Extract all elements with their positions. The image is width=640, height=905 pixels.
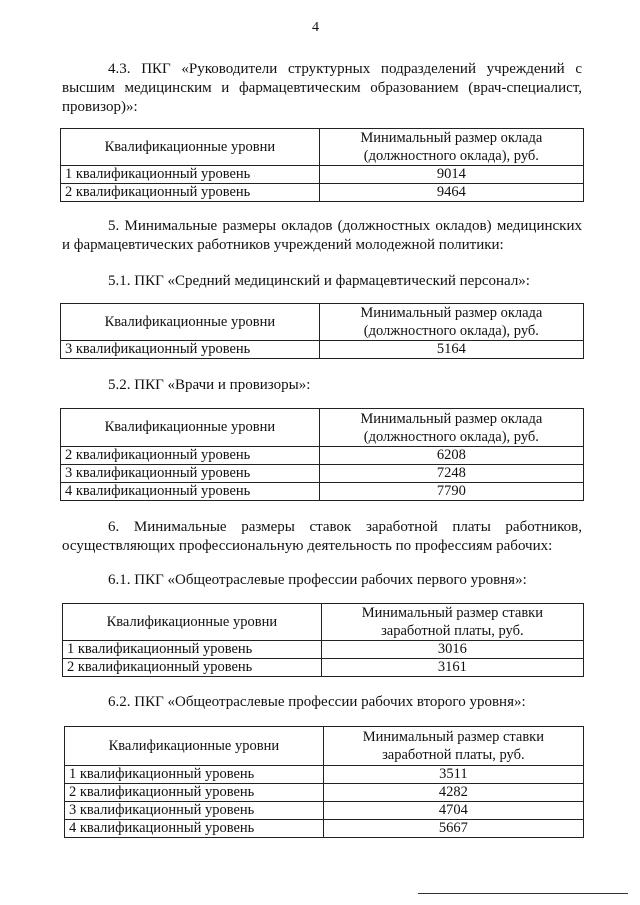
header-levels: Квалификационные уровни [61,304,320,341]
cell-level: 2 квалификационный уровень [65,784,324,802]
table-row [63,641,584,659]
table-header-row [63,604,584,641]
section-5-2-heading: 5.2. ПКГ «Врачи и провизоры»: [108,377,311,393]
header-levels: Квалификационные уровни [61,129,320,166]
cell-value: 3161 [321,659,583,677]
header-salary: Минимальный размер оклада (должностного оклада), руб. [319,409,583,447]
table-row [61,184,584,202]
table-row [61,483,584,501]
cell-level: 4 квалификационный уровень [65,820,324,838]
cell-value: 5667 [323,820,583,838]
header-levels: Квалификационные уровни [63,604,322,641]
cell-level: 2 квалификационный уровень [61,184,320,202]
table-6-1 [62,603,584,677]
cell-value: 9014 [319,166,583,184]
cell-value: 4282 [323,784,583,802]
cell-level: 2 квалификационный уровень [63,659,322,677]
cell-level: 1 квалификационный уровень [65,766,324,784]
table-row [61,447,584,465]
section-4-3-text: 4.3. ПКГ «Руководители структурных подразделений учреждений с высшим медицинским и фармацевтическим образованием (врач-специалист, провизор)»: [62,61,582,115]
table-row [65,766,584,784]
cell-level: 3 квалификационный уровень [65,802,324,820]
table-6-2 [64,726,584,838]
table-row [65,784,584,802]
page-number: 4 [312,20,319,35]
cell-value: 9464 [319,184,583,202]
table-row [63,659,584,677]
table-header-row [61,409,584,447]
cell-level: 3 квалификационный уровень [61,465,320,483]
table-4-3 [60,128,584,202]
cell-value: 7790 [319,483,583,501]
table-5-1 [60,303,584,359]
header-salary: Минимальный размер оклада (должностного оклада), руб. [319,304,583,341]
cell-value: 7248 [319,465,583,483]
header-levels: Квалификационные уровни [61,409,320,447]
table-row [61,465,584,483]
table-header-row [61,304,584,341]
cell-value: 6208 [319,447,583,465]
cell-value: 3511 [323,766,583,784]
cell-value: 5164 [319,341,583,359]
cell-value: 3016 [321,641,583,659]
header-salary: Минимальный размер ставки заработной платы, руб. [323,727,583,766]
cell-value: 4704 [323,802,583,820]
cell-level: 2 квалификационный уровень [61,447,320,465]
table-header-row [65,727,584,766]
table-row [61,341,584,359]
table-row [65,820,584,838]
section-6-2-heading: 6.2. ПКГ «Общеотраслевые профессии рабочих второго уровня»: [108,694,526,710]
section-6-text: 6. Минимальные размеры ставок заработной платы работников, осуществляющих профессиональную деятельность по профессиям рабочих: [62,519,582,554]
cell-level: 4 квалификационный уровень [61,483,320,501]
cell-level: 3 квалификационный уровень [61,341,320,359]
table-row [65,802,584,820]
header-salary: Минимальный размер оклада (должностного оклада), руб. [319,129,583,166]
header-levels: Квалификационные уровни [65,727,324,766]
section-5-1-heading: 5.1. ПКГ «Средний медицинский и фармацевтический персонал»: [108,273,530,289]
table-row [61,166,584,184]
cell-level: 1 квалификационный уровень [63,641,322,659]
table-header-row [61,129,584,166]
header-salary: Минимальный размер ставки заработной платы, руб. [321,604,583,641]
table-5-2 [60,408,584,501]
section-6-1-heading: 6.1. ПКГ «Общеотраслевые профессии рабочих первого уровня»: [108,572,527,588]
footer-rule [418,893,628,894]
cell-level: 1 квалификационный уровень [61,166,320,184]
section-5-text: 5. Минимальные размеры окладов (должностных окладов) медицинских и фармацевтических работников учреждений молодежной политики: [62,218,582,253]
